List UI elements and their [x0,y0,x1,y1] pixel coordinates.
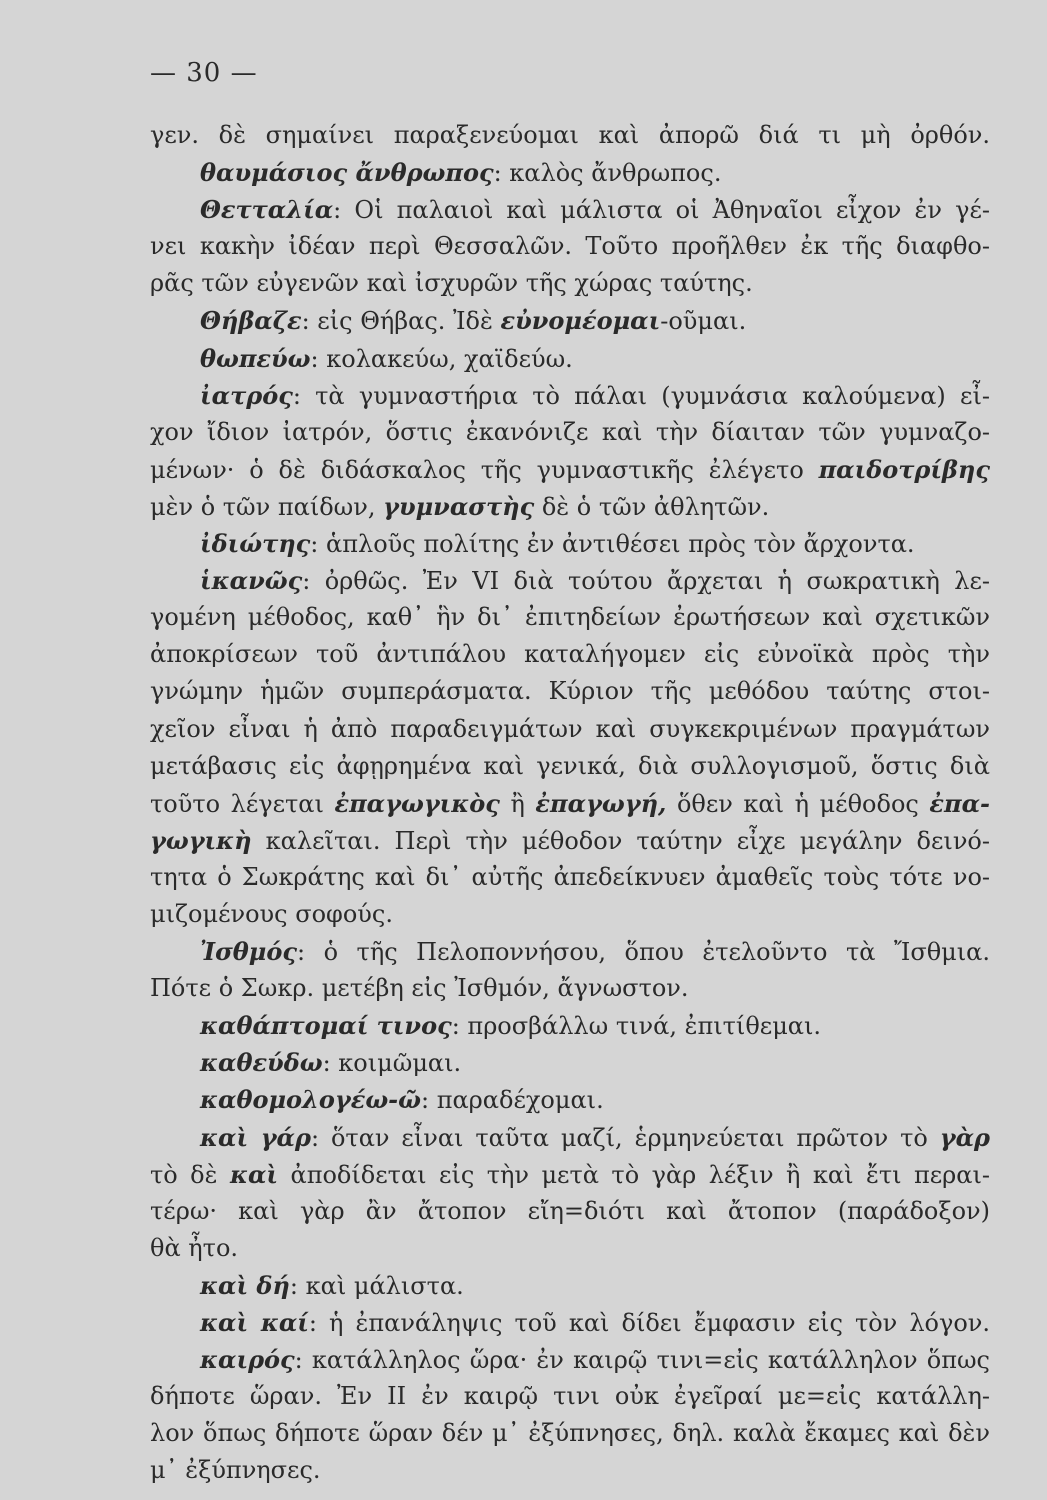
text-segment: δὲ ὁ τῶν ἀθλητῶν. [534,492,770,521]
headword: θωπεύω [200,343,311,373]
headword: γυμναστὴς [383,491,535,521]
text-segment: : κολακεύω, χαϊδεύω. [310,344,573,373]
headword: ἐπαγωγικὸς [334,788,500,818]
text-segment: καλεῖται. Περὶ τὴν μέθοδον ταύτην εἶχε μεγάλην δεινό- [251,826,990,855]
text-line [150,228,990,265]
text-segment: μένων· ὁ δὲ διδάσκαλος τῆς γυμναστικῆς ἐλέγετο [150,455,819,484]
page-body-text [150,117,990,1489]
text-segment: : παραδέχομαι. [420,1086,604,1115]
text-line [150,191,990,228]
text-segment: : ὅταν εἶναι ταῦτα μαζί, ἑρμηνεύεται πρῶτον τὸ [310,1123,940,1152]
text-line [150,822,990,859]
text-segment: : ὀρθῶς. Ἐν VI διὰ τούτου ἄρχεται ἡ σωκρατικὴ λε- [302,567,990,596]
text-segment: : ὁ τῆς Πελοποννήσου, ὅπου ἐτελοῦντο τὰ Ἴσθμια. [296,938,990,967]
headword: θαυμάσιος ἄνθρωπος [200,158,494,188]
text-line [150,1230,990,1267]
text-line [150,154,990,191]
text-segment: μιζομένους σοφούς. [150,899,393,928]
text-line [150,414,990,451]
text-line [150,1267,990,1304]
text-segment: μετάβασις εἰς ἀφῃρημένα καὶ γενικά, διὰ συλλογισμοῦ, ὅστις διὰ [150,751,990,780]
text-segment: : Οἱ παλαιοὶ καὶ μάλιστα οἱ Ἀθηναῖοι εἶχον ἐν γέ- [333,196,990,225]
text-segment: : ἡ ἐπανάληψις τοῦ καὶ δίδει ἔμφασιν εἰς τὸν λόγον. [308,1309,990,1337]
text-line [150,748,990,785]
text-segment: ὅθεν καὶ ἡ μέθοδος [666,789,930,818]
text-line [150,1081,990,1118]
text-line [150,488,990,525]
text-segment: τοῦτο λέγεται [150,789,335,818]
text-segment: λον ὅπως δήποτε ὥραν δέν μ᾽ ἐξύπνησες, δηλ. καλὰ ἔκαμες καὶ δὲν [150,1419,990,1448]
headword: ἐπα- [929,788,990,818]
text-line [150,599,990,636]
text-segment: γομένη μέθοδος, καθ᾽ ἣν δι᾽ ἐπιτηδείων ἐρωτήσεων καὶ σχετικῶν [150,603,990,632]
text-segment: Πότε ὁ Σωκρ. μετέβη εἰς Ἰσθμόν, ἄγνωστον. [150,974,689,1003]
headword: εὐνομέομαι [500,306,661,336]
text-line [150,562,990,599]
headword: γωγικὴ [150,825,252,855]
text-line [150,933,990,970]
headword: Θετταλία [200,195,334,225]
text-segment: -οῦμαι. [660,307,747,336]
text-segment: τὸ δὲ [150,1160,230,1189]
text-segment: : ἁπλοῦς πολίτης ἐν ἀντιθέσει πρὸς τὸν ἄρχοντα. [310,530,915,559]
text-segment: μ᾽ ἐξύπνησες. [150,1456,321,1485]
text-line [150,265,990,302]
headword: καιρός [200,1345,295,1375]
text-segment: τέρω· καὶ γὰρ ἂν ἄτοπον εἴη=διότι καὶ ἄτοπον (παράδοξον) [150,1196,990,1225]
headword: καὶ γάρ [200,1122,311,1152]
text-segment: : προσβάλλω τινά, ἐπιτίθεμαι. [451,1012,822,1041]
text-segment: δήποτε ὥραν. Ἐν II ἐν καιρῷ τινι οὐκ ἐγεῖραί με=εἰς κατάλλη- [150,1382,990,1411]
text-segment: ἀποδίδεται εἰς τὴν μετὰ τὸ γὰρ λέξιν ἢ καὶ ἔτι περαι- [278,1160,991,1189]
text-line [150,1452,990,1489]
headword: καὶ δή [200,1270,290,1300]
text-segment: : κοιμῶμαι. [322,1049,462,1078]
headword: καθάπτομαί τινος [200,1011,452,1041]
text-line [150,451,990,488]
text-segment: γεν. δὲ σημαίνει παραξενεύομαι καὶ ἀπορῶ διά τι μὴ ὀρθόν. [150,121,990,149]
text-segment: ἢ [499,789,536,818]
page-number: — 30 — [150,58,258,88]
text-segment: : κατάλληλος ὥρα· ἐν καιρῷ τινι=εἰς κατάλληλον ὅπως [294,1346,990,1375]
headword: ἐπαγωγή, [535,788,667,818]
text-line [150,1156,990,1193]
headword: γὰρ [939,1122,990,1152]
text-line [150,859,990,896]
text-line [150,1415,990,1452]
text-line [150,1341,990,1378]
text-line [150,1007,990,1044]
text-line [150,896,990,933]
text-segment: νει κακὴν ἰδέαν περὶ Θεσσαλῶν. Τοῦτο προῆλθεν ἐκ τῆς διαφθο- [150,232,990,261]
text-line [150,785,990,822]
text-line [150,377,990,414]
text-segment: θὰ ἦτο. [150,1233,239,1262]
text-segment: : καλὸς ἄνθρωπος. [493,159,722,188]
text-line [150,340,990,377]
text-line [150,1193,990,1230]
headword: Θήβαζε [200,306,302,336]
text-segment: χεῖον εἶναι ἡ ἀπὸ παραδειγμάτων καὶ συγκεκριμένων πραγμάτων [150,714,990,743]
text-line [150,117,990,154]
text-segment: χον ἴδιον ἰατρόν, ὅστις ἐκανόνιζε καὶ τὴν δίαιταν τῶν γυμναζο- [150,417,990,446]
text-line [150,1044,990,1081]
text-line [150,525,990,562]
text-segment: : εἰς Θήβας. Ἰδὲ [301,307,501,336]
headword: ἰατρός [200,380,293,410]
headword: καὶ [229,1159,279,1189]
text-line [150,711,990,748]
text-line [150,1378,990,1415]
text-segment: μὲν ὁ τῶν παίδων, [150,492,384,521]
headword: Ἰσθμός [200,937,297,967]
text-segment: : τὰ γυμναστήρια τὸ πάλαι (γυμνάσια καλούμενα) εἶ- [292,381,990,410]
headword: καθεύδω [200,1048,323,1078]
text-line [150,673,990,710]
text-segment: τητα ὁ Σωκράτης καὶ δι᾽ αὐτῆς ἀπεδείκνυεν ἀμαθεῖς τοὺς τότε νο- [150,862,990,891]
headword: ἱκανῶς [200,566,303,596]
text-line [150,970,990,1007]
text-segment: : καὶ μάλιστα. [289,1271,464,1300]
text-line [150,636,990,673]
text-segment: ρᾶς τῶν εὐγενῶν καὶ ἰσχυρῶν τῆς χώρας ταύτης. [150,269,753,298]
text-line [150,302,990,339]
headword: ἰδιώτης [200,529,311,559]
text-line [150,1119,990,1156]
headword: καθομολογέω-ῶ [200,1085,421,1115]
headword: παιδοτρίβης [818,454,990,484]
text-segment: ἀποκρίσεων τοῦ ἀντιπάλου καταλήγομεν εἰς εὐνοϊκὰ πρὸς τὴν [150,640,990,669]
headword: καὶ καί [200,1308,309,1337]
text-line [150,1304,990,1341]
text-segment: γνώμην ἡμῶν συμπεράσματα. Κύριον τῆς μεθόδου ταύτης στοι- [150,677,990,706]
